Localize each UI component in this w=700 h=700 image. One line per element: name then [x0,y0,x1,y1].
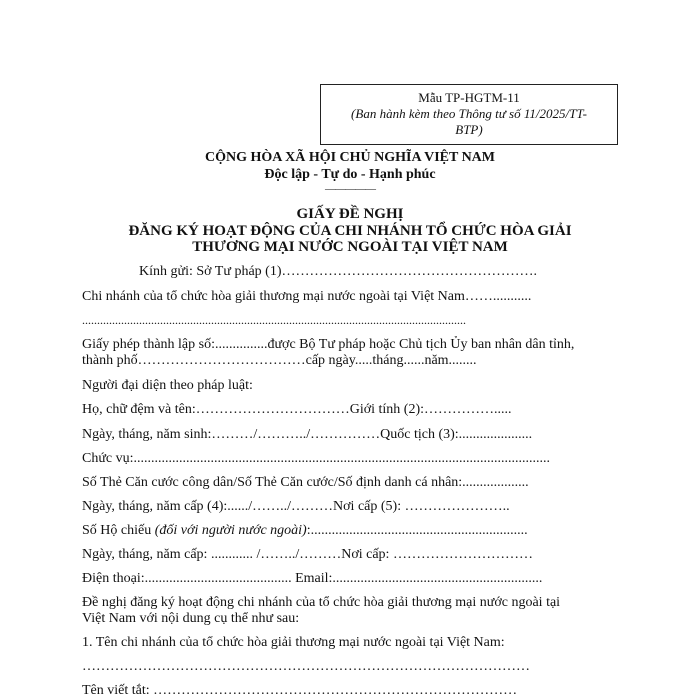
license-line-1: Giấy phép thành lập số:...............được Bộ Tư pháp hoặc Chủ tịch Ủy ban nhân dân tỉnh, [82,337,575,352]
branch-name-item: 1. Tên chi nhánh của tổ chức hòa giải thương mại nước ngoài tại Việt Nam: [82,635,505,650]
form-code-note: (Ban hành kèm theo Thông tư số 11/2025/TT- [351,106,587,121]
rep-contact-field: Điện thoại:.......................................... Email:............................................................ [82,571,543,586]
license-line-2: thành phố………………………………cấp ngày.....tháng......năm........ [82,353,477,368]
form-code: Mẫu TP-HGTM-11 [418,90,520,105]
rep-passport-field [82,523,528,539]
national-motto: Độc lập - Tự do - Hạnh phúc [264,167,436,182]
rep-passport-issue-field: Ngày, tháng, năm cấp: ............ /……../………Nơi cấp: ………………………… [82,547,533,562]
request-line-2: Việt Nam với nội dung cụ thể như sau: [82,611,300,626]
doc-subtitle-line2: THƯƠNG MẠI NƯỚC NGOÀI TẠI VIỆT NAM [192,239,508,255]
representative-heading: Người đại diện theo pháp luật: [82,378,253,393]
passport-label: Số Hộ chiếu [82,523,155,538]
branch-name-cont-field: ................................................................................................................................ [82,313,466,327]
doc-title: GIẤY ĐỀ NGHỊ [296,206,404,222]
motto-rule: ————— [325,183,375,195]
branch-name-field: Chi nhánh của tổ chức hòa giải thương mại nước ngoài tại Việt Nam……........... [82,289,532,304]
passport-note: (đối với người nước ngoài) [154,523,307,538]
form-code-note-cont: BTP) [455,122,483,137]
rep-id-issue-field: Ngày, tháng, năm cấp (4):....../……../………Nơi cấp (5): ………………….. [82,499,510,514]
country-name: CỘNG HÒA XÃ HỘI CHỦ NGHĨA VIỆT NAM [204,150,495,165]
form-code-box [320,84,618,145]
rep-dob-field: Ngày, tháng, năm sinh:………/………../……………Quốc tịch (3):..................... [82,427,533,442]
rep-position-field: Chức vụ:....................................................................................................................... [82,451,551,466]
passport-dots: :.............................................................. [306,523,528,538]
short-name-field: Tên viết tắt: …………………………………………………………………… [82,683,518,698]
rep-name-field: Họ, chữ đệm và tên:……………………………Giới tính (2):……………..... [82,402,512,417]
branch-name-item-field: …………………………………………………………………………………… [82,659,530,674]
addressee-line: Kính gửi: Sở Tư pháp (1)………………………………………………. [139,264,537,279]
rep-id-card-field: Số Thẻ Căn cước công dân/Số Thẻ Căn cước/Số định danh cá nhân:................... [82,475,529,490]
request-line-1: Đề nghị đăng ký hoạt động chi nhánh của tổ chức hòa giải thương mại nước ngoài tại [82,595,561,610]
doc-subtitle-line1: ĐĂNG KÝ HOẠT ĐỘNG CỦA CHI NHÁNH TỔ CHỨC HÒA GIẢI [128,223,572,239]
